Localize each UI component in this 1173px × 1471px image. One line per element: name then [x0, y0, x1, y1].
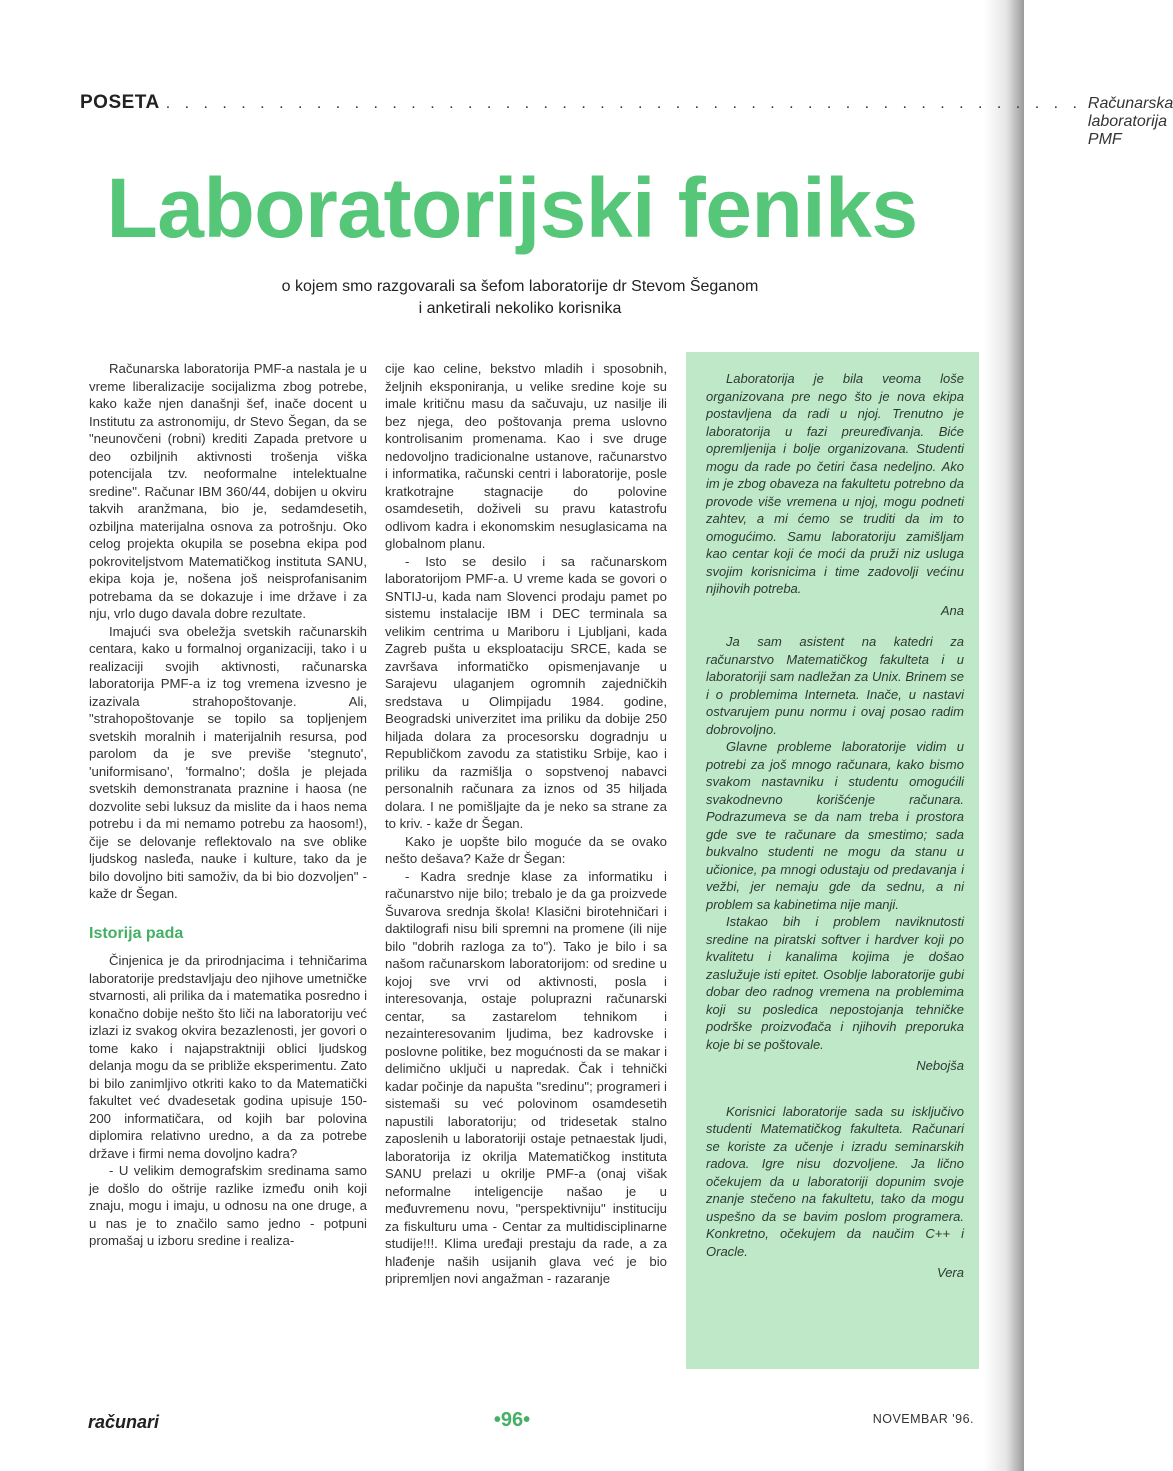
paragraph: Imajući sva obeležja svetskih računarskih centara, kako u formalnoj organizaciji, tako i u realizaciji svojih aktivnosti, računarska laboratorija PMF-a iz tog vremena izvesno je izazivala strahopoštovanje. Ali, "strahopoštovanje se topilo sa topljenjem svetskih moralnih i materijalnih resursa, pod parolom da je sve previše 'stegnuto', 'uniformisano', 'formalno'; došla je plejada svetskih demonstranata praznine i haosa (ne dozvolite sebi luksuz da mislite da i haos nema potrebu i da mi nemamo potrebu za haosom!), čije se delovanje reflektovalo na sve oblike ljudskog nasleđa, nauke i kulture, tako da je bilo dovoljno biti samoživ, da bi bio dozvoljen" - kaže dr Šegan.: [89, 623, 367, 901]
page-header: [80, 92, 1173, 148]
dot-leader: . . . . . . . . . . . . . . . . . . . . . . . . . . . . . . . . . . . . . . . . . . . . . . . . .: [165, 95, 1082, 112]
section-heading: Istorija pada: [89, 924, 184, 942]
subtitle-line-2: i anketirali nekoliko korisnika: [418, 300, 622, 317]
subtitle-line-1: o kojem smo razgovarali sa šefom laboratorije dr Stevom Šeganom: [281, 278, 759, 295]
signature: Vera: [937, 1265, 964, 1280]
paragraph: Kako je uopšte bilo moguće da se ovako nešto dešava? Kaže dr Šegan:: [385, 833, 667, 866]
issue-date: NOVEMBAR '96.: [872, 1412, 974, 1426]
survey-sidebar: [686, 352, 979, 1369]
sidebar-paragraph: Istakao bih i problem naviknutosti sredine na piratski softver i hardver koji po kvalitetu i kanalima kojima je došao zaslužuje isti epitet. Osoblje laboratorije gubi dobar deo radnog vremena na problemima koji su posledica nepostojanja tehničke podrške proizvođača i njihovih preporuka koje bi se poštovale.: [706, 914, 964, 1052]
paragraph: Računarska laboratorija PMF-a nastala je u vreme liberalizacije socijalizma zbog potrebe, kako kaže njen današnji šef, inače docent u Institutu za astronomiju, dr Stevo Šegan, da se "neunovčeni (robni) krediti Zapada pretvore u deo ozbiljnih aktivnosti trošenja viška potencijala tzv. neoformalne intelektualne sredine". Računar IBM 360/44, dobijen u okviru takvih aranžmana, bio je, sedamdesetih, ozbiljna materijalna osnova za potrošnju. Oko celog projekta okupila se posebna ekipa pod pokroviteljstvom Matematičkog instituta SANU, ekipa koja je, nošena još neisprofanisanim potrebama da se dokazuje i ime države i za nju, vrlo dugo davala dobre rezultate.: [89, 361, 367, 621]
paragraph: Činjenica je da prirodnjacima i tehničarima laboratorije predstavljaju deo njihove umetničke stvarnosti, ali prilika da i matematika posredno i konačno dobije nešto što liči na laboratoriju već izlazi iz svakog okvira bezazlenosti, jer govori o tome kako i najapstraktniji oblici ljudskog delanja mogu da se približe eksperimentu. Zato bi bilo zanimljivo otkriti kako to da Matematički fakultet već dvadesetak godina upisuje 150-200 informatičara, od kojih bar polovina diplomira relativno uredno, a da za potrebe države i firmi nema dovoljno kadra?: [89, 953, 367, 1161]
article-title: Laboratorijski feniks: [106, 161, 918, 255]
signature: Nebojša: [916, 1058, 964, 1073]
magazine-name: računari: [88, 1412, 160, 1432]
paragraph: - U velikim demografskim sredinama samo je došlo do oštrije razlike između onih koji znaju, mogu i imaju, u odnosu na one druge, a u nas je to značilo samo jedno - potpuni promašaj u izboru sredine i realiza-: [89, 1163, 367, 1248]
sidebar-paragraph: Korisnici laboratorije sada su isključivo studenti Matematičkog fakulteta. Računari se koriste za učenje i izradu seminarskih radova. Igre nisu dozvoljene. Ja lično očekujem da u laboratoriji dopunim svoje znanje stečeno na fakultetu, tako da mogu uspešno da se bavim poslom programera. Konkretno, očekujem da naučim C++ i Oracle.: [706, 1103, 964, 1259]
paragraph: - Isto se desilo i sa računarskom laboratorijom PMF-a. U vreme kada se govori o SNTIJ-u, kada nam Slovenci prodaju pamet po sistemu instalacije IBM i DEC terminala sa velikim centrima u Mariboru i Ljubljani, kada Zagreb pušta u eksploataciju SRCE, kada se završava informatičko opismenjavanje u Sarajevu ulaganjem ogromnih zajedničkih sredstava u Olimpijadu 1984. godine, Beogradski univerzitet ima priliku da dobije 250 hiljada dolara za procesorsku dogradnju u Republičkom zavodu za statistiku Srbije, kao i priliku da razmišlja o sopstvenoj nabavci personalnih računara za iznos od 35 hiljada dolara. I ne pomišljajte da je neko sa strane za to kriv. - kaže dr Šegan.: [385, 553, 667, 831]
sidebar-paragraph: Glavne probleme laboratorije vidim u potrebi za još mnogo računara, kako bismo svakom nastavniku i studentu omogućili svakodnevno korišćenje računara. Podrazumeva se da nam treba i prostora gde sve te računare da smestimo; sada bukvalno studenti ne mogu da stanu u učionice, pa mnogi odustaju od predavanja i vežbi, jer nemaju gde da sednu, a ni problem sa kabinetima nije manji.: [706, 739, 964, 912]
sidebar-paragraph: Ja sam asistent na katedri za računarstvo Matematičkog fakulteta i u laboratoriji sam nadležan za Unix. Brinem se i o problemima Interneta. Inače, u nastavi ostvarujem punu normu i ovaj posao radim dobrovoljno.: [706, 634, 964, 737]
sidebar-paragraph: Laboratorija je bila veoma loše organizovana pre nego što je nova ekipa postavljena da radi u njoj. Trenutno je laboratorija u fazi preuređivanja. Biće opremljenija i bolje organizovana. Studenti mogu da rade po četiri časa nedeljno. Ako im je zbog obaveza na fakultetu potrebno da provode više vremena u njoj, mogu podneti zahtev, a mi ćemo se truditi da im to omogućimo. Samu laboratoriju zamišljam kao centar koji će moći da pruži niz usluga svojim korisnicima i time zadovolji većinu njihovih potreba.: [706, 371, 964, 596]
article-subtitle: [180, 276, 860, 320]
section-label: POSETA: [80, 92, 160, 113]
paragraph: cije kao celine, bekstvo mladih i sposobnih, željnih eksponiranja, u velike sredine koje su imale kritičnu masu da sačuvaju, uz nasilje ili bez njega, deo poštovanja prema uslovno kontrolisanim promenama. Kao i sve druge nedovoljno tradicionalne ustanove, računarstvo i informatika, računski centri i laboratorije, posle kratkotrajne stagnacije do polovine osamdesetih, doživeli su pravu katastrofu odlivom kadra i ekonomskim nesuglasicama na globalnom planu.: [385, 361, 667, 551]
signature: Ana: [940, 602, 964, 618]
column-2: [385, 360, 667, 1288]
page-number: •96•: [493, 1409, 531, 1431]
paragraph: - Kadra srednje klase za informatiku i računarstvo nije bilo; trebalo je da ga proizvede Šuvarova srednja škola! Klasični birotehničari i daktilografi nisu bili spremni na promene (ili nije bilo "dobrih razloga za to"). Tako je bilo i sa našom računarskom laboratorijom: od sredine u kojoj sve vrvi od aktivnosti, posla i interesovanja, ostaje poluprazni računarski centar, sa zastarelom tehnikom i nezainteresovanim ljudima, bez kadrovske i poslovne politike, bez mogućnosti da se makar i delimično uključi u napredak. Čak i tehnički kadar počinje da napušta "sredinu"; programeri i sistemaši su već polovinom osamdesetih napustili laboratoriju; od tridesetak stalno zaposlenih u laboratoriji ostaje petnaestak ljudi, laboratorija iz okrilja Matematičkog instituta SANU prelazi u okrilje PMF-a (onaj višak neformalne inteligencije našao je u međuvremenu novu, "perspektivniju" instituciju za fiskulturu uma - Centar za multidisciplinarne studije!!!. Klima uređaji prestaju da rade, a za hlađenje naših usijanih glava već je bio pripremljen novi angažman - razaranje: [385, 868, 667, 1286]
column-1: [89, 360, 367, 1250]
header-topic: Računarska laboratorija PMF: [1087, 95, 1173, 148]
